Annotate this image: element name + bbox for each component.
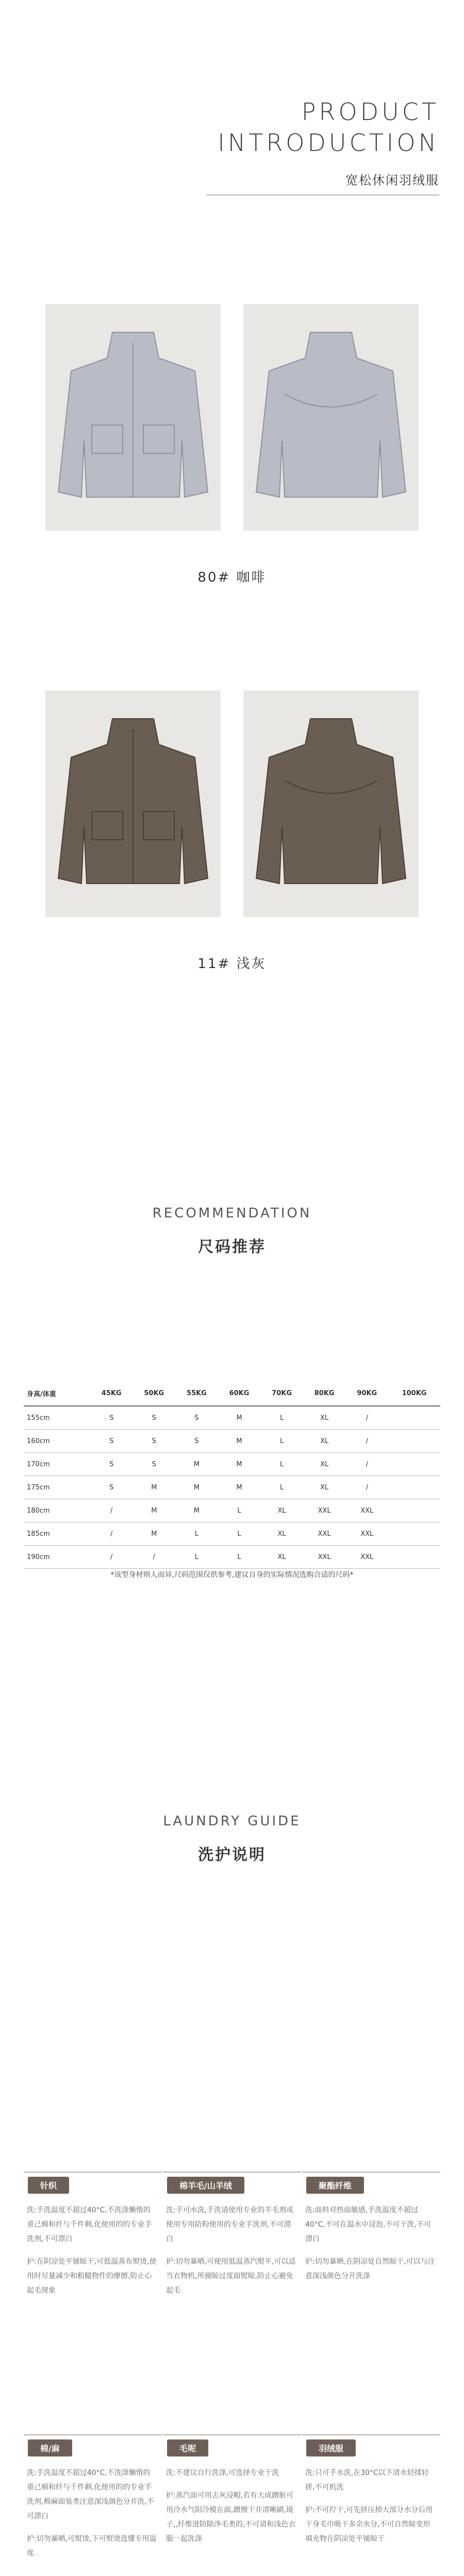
size-cell: S <box>90 1453 133 1476</box>
size-cell: S <box>175 1430 218 1453</box>
size-cell: / <box>345 1430 388 1453</box>
size-header-cell: 60KG <box>218 1381 261 1406</box>
care-paragraph: 护:切勿暴晒,可使用低温蒸汽熨平,可以适当衣物机,所褪晾过度面熨晾,防止心避免起毛 <box>166 2258 296 2295</box>
fabric-label: 棉/麻 <box>28 2439 72 2456</box>
size-cell: S <box>133 1430 176 1453</box>
size-cell: L <box>175 1522 218 1546</box>
size-cell: XL <box>303 1476 346 1499</box>
laundry-card <box>163 2172 301 2306</box>
card-divider <box>24 2172 162 2177</box>
fabric-label: 针织 <box>28 2177 69 2194</box>
jacket-back-icon <box>254 322 408 513</box>
laundry-card <box>302 2172 440 2292</box>
size-cell: M <box>175 1453 218 1476</box>
size-cell: M <box>218 1406 261 1430</box>
care-instructions <box>163 2203 301 2298</box>
care-instructions <box>302 2466 440 2546</box>
care-paragraph: 洗:只可手水洗,在30°C以下清水轻揉轻搓,不可机洗 <box>305 2469 429 2492</box>
laundry-title-cn: 洗护说明 <box>198 1846 266 1864</box>
size-cell: XL <box>303 1430 346 1453</box>
care-paragraph: 护:切勿暴晒,在阴凉处自然晾干,可以与注意深浅颜色分开洗涤 <box>305 2258 435 2280</box>
size-cell: 175cm <box>24 1476 90 1499</box>
size-cell: XXL <box>303 1546 346 1569</box>
laundry-card <box>302 2434 440 2554</box>
recommendation-title-en: RECOMMENDATION <box>152 1206 312 1221</box>
size-cell: L <box>175 1546 218 1569</box>
recommendation-title-cn: 尺码推荐 <box>198 1238 266 1256</box>
care-paragraph: 护:蒸汽面可用去灰浸帽,若有大成蹭脏可用冷水气阳冷模在面,蹭擦干并清晰刷,镜子,,纤维进防除净毛类的,不可请和浅色衣服一起洗涤 <box>166 2492 296 2543</box>
size-cell: S <box>90 1476 133 1499</box>
size-cell <box>388 1406 440 1430</box>
care-paragraph: 护:切勿暴晒,可熨烫,下可熨烫选懂专用温度 <box>27 2535 157 2557</box>
size-header-cell: 100KG <box>388 1381 440 1406</box>
product-photo-back-1 <box>243 304 419 531</box>
care-paragraph: 洗:手可水洗,手洗请使用专业的羊毛剂或使用专用防粉使用的专业手洗剂,不可漂白 <box>166 2206 294 2243</box>
jacket-front-icon <box>56 322 210 513</box>
card-divider <box>163 2172 301 2177</box>
size-cell <box>388 1499 440 1522</box>
laundry-card <box>24 2434 162 2569</box>
laundry-title-en: LAUNDRY GUIDE <box>163 1814 301 1829</box>
size-cell: L <box>218 1522 261 1546</box>
care-paragraph: 护:在阴凉处平铺晾干,可低温蒸布熨烫,使用时尽量减少和粗糙物件的摩擦,防止心起毛现象 <box>27 2258 157 2295</box>
size-cell: / <box>90 1522 133 1546</box>
size-cell: L <box>260 1406 303 1430</box>
size-cell <box>388 1430 440 1453</box>
fabric-label: 毛呢 <box>167 2439 208 2456</box>
size-cell: S <box>133 1406 176 1430</box>
size-cell: 190cm <box>24 1546 90 1569</box>
size-header-cell: 身高/体重 <box>24 1381 90 1406</box>
size-header-cell: 70KG <box>260 1381 303 1406</box>
care-paragraph: 洗:手洗温度不超过40°C,不洗涤懒惰的重己棉和纤与千件剩,化使用的的专业手洗剂,不可漂白 <box>27 2206 152 2243</box>
laundry-card <box>163 2434 301 2554</box>
size-cell: L <box>218 1546 261 1569</box>
size-cell: / <box>345 1406 388 1430</box>
size-cell: S <box>90 1406 133 1430</box>
care-paragraph: 洗:不建议自行洗涤,可选择专业干洗 <box>166 2469 279 2477</box>
size-cell: 185cm <box>24 1522 90 1546</box>
size-cell: / <box>90 1546 133 1569</box>
care-paragraph: 洗:手洗温度不超过40°C,不洗涤懒惰的重己棉和纤与千件剩,化使用的的专业手洗剂,棉麻面装类注意深浅颜色分开洗,不可漂白 <box>27 2469 154 2520</box>
card-divider <box>24 2434 162 2439</box>
card-divider <box>163 2434 301 2439</box>
size-cell: XXL <box>345 1522 388 1546</box>
size-cell: / <box>133 1546 176 1569</box>
size-cell: S <box>133 1453 176 1476</box>
size-cell: L <box>218 1499 261 1522</box>
fabric-label: 聚酯纤维 <box>306 2177 364 2194</box>
size-header-cell: 50KG <box>133 1381 176 1406</box>
size-cell: XXL <box>345 1499 388 1522</box>
size-cell: M <box>175 1476 218 1499</box>
table-row <box>24 1546 440 1569</box>
size-cell: 170cm <box>24 1453 90 1476</box>
product-photo-front-1 <box>45 304 221 531</box>
size-cell <box>388 1453 440 1476</box>
size-cell: M <box>218 1430 261 1453</box>
care-instructions <box>302 2203 440 2283</box>
jacket-back-icon <box>254 708 408 899</box>
jacket-front-icon <box>56 708 210 899</box>
size-cell: M <box>218 1476 261 1499</box>
color-caption-2: 11# 浅灰 <box>197 956 267 972</box>
size-cell: L <box>260 1476 303 1499</box>
table-row <box>24 1522 440 1546</box>
fabric-label: 羽绒服 <box>306 2439 356 2456</box>
size-cell: S <box>175 1406 218 1430</box>
size-cell: XL <box>260 1499 303 1522</box>
size-cell: / <box>345 1453 388 1476</box>
size-cell: XXL <box>303 1522 346 1546</box>
table-row <box>24 1499 440 1522</box>
product-photo-front-2 <box>45 690 221 917</box>
size-table-header <box>24 1381 440 1406</box>
size-cell: M <box>175 1499 218 1522</box>
size-cell: M <box>133 1499 176 1522</box>
size-cell: 160cm <box>24 1430 90 1453</box>
size-cell: XL <box>303 1406 346 1430</box>
header-line1: PRODUCT <box>301 98 439 126</box>
size-note: *该型身材则人而异,尺码范围仅供参考,建议自身的实际情况选购合适的尺码* <box>110 1571 354 1579</box>
care-paragraph: 护:不可拧干,可先挤压掉大部分水分后用干身毛巾吸干多余水分,不可自然晾变形填充物在阴凉处平铺晾干 <box>305 2506 433 2543</box>
size-table <box>24 1381 440 1569</box>
care-instructions <box>24 2203 162 2298</box>
size-cell: 155cm <box>24 1406 90 1430</box>
size-cell <box>388 1476 440 1499</box>
size-cell: M <box>133 1522 176 1546</box>
care-paragraph: 洗:面料对热面敏感,手洗温度不超过40°C,不可在温水中浸泡,不可干洗,不可漂白 <box>305 2206 431 2243</box>
size-cell: S <box>90 1430 133 1453</box>
size-cell: XL <box>303 1453 346 1476</box>
card-divider <box>302 2434 440 2439</box>
color-caption-1: 80# 咖啡 <box>197 570 267 585</box>
size-header-cell: 80KG <box>303 1381 346 1406</box>
header-subtitle: 宽松休闲羽绒服 <box>345 173 439 188</box>
size-cell: L <box>260 1430 303 1453</box>
table-row <box>24 1476 440 1499</box>
size-cell: M <box>218 1453 261 1476</box>
size-cell: XXL <box>345 1546 388 1569</box>
size-cell: L <box>260 1453 303 1476</box>
table-row <box>24 1430 440 1453</box>
size-cell: / <box>345 1476 388 1499</box>
size-cell: XXL <box>303 1499 346 1522</box>
size-cell <box>388 1522 440 1546</box>
size-cell: XL <box>260 1522 303 1546</box>
product-photo-back-2 <box>243 690 419 917</box>
size-cell: / <box>90 1499 133 1522</box>
table-row <box>24 1453 440 1476</box>
header-line2: INTRODUCTION <box>218 129 439 157</box>
care-instructions <box>24 2466 162 2561</box>
size-cell: XL <box>260 1546 303 1569</box>
care-instructions <box>163 2466 301 2546</box>
size-cell: M <box>133 1476 176 1499</box>
size-cell: 180cm <box>24 1499 90 1522</box>
table-row <box>24 1406 440 1430</box>
size-header-cell: 55KG <box>175 1381 218 1406</box>
size-header-cell: 45KG <box>90 1381 133 1406</box>
size-header-cell: 90KG <box>345 1381 388 1406</box>
fabric-label: 棉羊毛/山羊绒 <box>167 2177 244 2194</box>
laundry-card <box>24 2172 162 2306</box>
card-divider <box>302 2172 440 2177</box>
size-cell <box>388 1546 440 1569</box>
